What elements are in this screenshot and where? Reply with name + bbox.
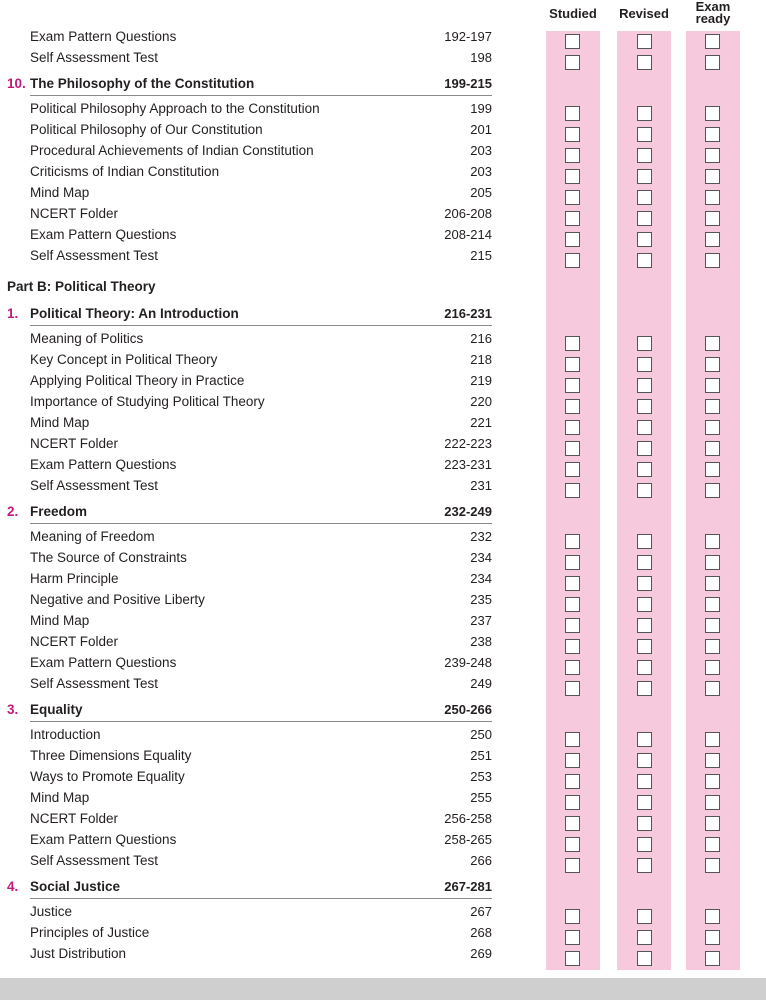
revised-checkbox[interactable] [637, 34, 652, 49]
chapter-title: Political Theory: An Introduction [30, 306, 239, 321]
topic-title: NCERT Folder [30, 634, 119, 649]
topic-title: Ways to Promote Equality [30, 769, 185, 784]
exam-ready-checkbox[interactable] [705, 681, 720, 696]
exam-ready-checkbox[interactable] [705, 483, 720, 498]
revised-checkbox[interactable] [637, 211, 652, 226]
page-range: 258-265 [444, 832, 492, 847]
exam-ready-checkbox[interactable] [705, 34, 720, 49]
studied-checkbox[interactable] [565, 420, 580, 435]
topic-title: Introduction [30, 727, 101, 742]
exam-ready-checkbox[interactable] [705, 909, 720, 924]
exam-ready-checkbox[interactable] [705, 169, 720, 184]
exam-ready-checkbox[interactable] [705, 441, 720, 456]
topic-title: Exam Pattern Questions [30, 29, 177, 44]
revised-checkbox[interactable] [637, 378, 652, 393]
exam-ready-checkbox[interactable] [705, 555, 720, 570]
studied-checkbox[interactable] [565, 253, 580, 268]
studied-checkbox[interactable] [565, 357, 580, 372]
exam-ready-checkbox[interactable] [705, 576, 720, 591]
studied-checkbox[interactable] [565, 858, 580, 873]
studied-checkbox[interactable] [565, 462, 580, 477]
chapter-number: 2. [7, 504, 19, 519]
revised-checkbox[interactable] [637, 55, 652, 70]
page-range: 253 [470, 769, 492, 784]
revised-checkbox[interactable] [637, 253, 652, 268]
page-range: 255 [470, 790, 492, 805]
studied-checkbox[interactable] [565, 55, 580, 70]
exam-ready-checkbox[interactable] [705, 336, 720, 351]
studied-checkbox[interactable] [565, 732, 580, 747]
topic-title: Just Distribution [30, 946, 127, 961]
exam-ready-checkbox[interactable] [705, 378, 720, 393]
exam-ready-checkbox[interactable] [705, 211, 720, 226]
page-range: 249 [470, 676, 492, 691]
page-range: 205 [470, 185, 492, 200]
page-range: 234 [470, 571, 492, 586]
exam-ready-checkbox[interactable] [705, 253, 720, 268]
chapter-title: Freedom [30, 504, 88, 519]
exam-ready-checkbox[interactable] [705, 399, 720, 414]
exam-ready-checkbox[interactable] [705, 534, 720, 549]
revised-checkbox[interactable] [637, 732, 652, 747]
studied-checkbox[interactable] [565, 774, 580, 789]
page-range: 239-248 [444, 655, 492, 670]
exam-ready-checkbox[interactable] [705, 148, 720, 163]
revised-checkbox[interactable] [637, 597, 652, 612]
revised-checkbox[interactable] [637, 909, 652, 924]
studied-checkbox[interactable] [565, 951, 580, 966]
page-range: 232 [470, 529, 492, 544]
topic-title: Self Assessment Test [30, 676, 159, 691]
page-range: 219 [470, 373, 492, 388]
revised-checkbox[interactable] [637, 816, 652, 831]
page-range: 268 [470, 925, 492, 940]
topic-title: Procedural Achievements of Indian Constitution [30, 143, 314, 158]
topic-title: NCERT Folder [30, 436, 119, 451]
topic-title: Negative and Positive Liberty [30, 592, 205, 607]
exam-ready-checkbox[interactable] [705, 420, 720, 435]
studied-checkbox[interactable] [565, 148, 580, 163]
chapter-number: 3. [7, 702, 19, 717]
topic-title: Mind Map [30, 613, 90, 628]
page-range: 235 [470, 592, 492, 607]
revised-checkbox[interactable] [637, 357, 652, 372]
exam-ready-checkbox[interactable] [705, 618, 720, 633]
page-range: 215 [470, 248, 492, 263]
revised-checkbox[interactable] [637, 169, 652, 184]
exam-ready-checkbox[interactable] [705, 732, 720, 747]
topic-title: Mind Map [30, 790, 90, 805]
revised-checkbox[interactable] [637, 858, 652, 873]
page-range: 206-208 [444, 206, 492, 221]
topic-title: Exam Pattern Questions [30, 655, 177, 670]
topic-title: Key Concept in Political Theory [30, 352, 218, 367]
topic-title: Self Assessment Test [30, 478, 159, 493]
studied-checkbox[interactable] [565, 127, 580, 142]
page-range: 222-223 [444, 436, 492, 451]
page-range: 208-214 [444, 227, 492, 242]
exam-ready-checkbox[interactable] [705, 639, 720, 654]
studied-checkbox[interactable] [565, 190, 580, 205]
revised-checkbox[interactable] [637, 660, 652, 675]
revised-checkbox[interactable] [637, 462, 652, 477]
exam-ready-checkbox[interactable] [705, 127, 720, 142]
revised-checkbox[interactable] [637, 534, 652, 549]
studied-checkbox[interactable] [565, 441, 580, 456]
part-title: Part B: Political Theory [7, 279, 156, 294]
topic-title: Three Dimensions Equality [30, 748, 192, 763]
page-range: 216-231 [444, 306, 492, 321]
topic-title: Political Philosophy of Our Constitution [30, 122, 263, 137]
revised-checkbox[interactable] [637, 148, 652, 163]
exam-ready-checkbox[interactable] [705, 462, 720, 477]
revised-checkbox[interactable] [637, 336, 652, 351]
topic-title: Exam Pattern Questions [30, 227, 177, 242]
studied-checkbox[interactable] [565, 795, 580, 810]
page-range: 203 [470, 143, 492, 158]
studied-checkbox[interactable] [565, 930, 580, 945]
exam-ready-checkbox[interactable] [705, 106, 720, 121]
topic-title: Mind Map [30, 185, 90, 200]
studied-checkbox[interactable] [565, 837, 580, 852]
studied-checkbox[interactable] [565, 399, 580, 414]
revised-checkbox[interactable] [637, 555, 652, 570]
page-range: 238 [470, 634, 492, 649]
studied-checkbox[interactable] [565, 483, 580, 498]
revised-checkbox[interactable] [637, 681, 652, 696]
page-range: 234 [470, 550, 492, 565]
revised-checkbox[interactable] [637, 774, 652, 789]
revised-checkbox[interactable] [637, 753, 652, 768]
exam-ready-checkbox[interactable] [705, 951, 720, 966]
chapter-title: Social Justice [30, 879, 121, 894]
exam-ready-checkbox[interactable] [705, 597, 720, 612]
topic-title: Principles of Justice [30, 925, 150, 940]
topic-title: Self Assessment Test [30, 50, 159, 65]
studied-checkbox[interactable] [565, 816, 580, 831]
studied-checkbox[interactable] [565, 378, 580, 393]
revised-checkbox[interactable] [637, 420, 652, 435]
studied-checkbox[interactable] [565, 211, 580, 226]
page-range: 223-231 [444, 457, 492, 472]
exam-ready-checkbox[interactable] [705, 357, 720, 372]
chapter-number: 4. [7, 879, 19, 894]
exam-ready-checkbox[interactable] [705, 930, 720, 945]
topic-title: Meaning of Freedom [30, 529, 155, 544]
exam-ready-checkbox[interactable] [705, 858, 720, 873]
studied-header: Studied [549, 6, 597, 21]
page-range: 237 [470, 613, 492, 628]
chapter-number: 10. [7, 76, 26, 91]
revised-header: Revised [619, 6, 669, 21]
studied-checkbox[interactable] [565, 909, 580, 924]
page-range: 216 [470, 331, 492, 346]
page-range: 201 [470, 122, 492, 137]
page-range: 199 [470, 101, 492, 116]
topic-title: Political Philosophy Approach to the Constitution [30, 101, 320, 116]
exam-ready-checkbox[interactable] [705, 660, 720, 675]
topic-title: Criticisms of Indian Constitution [30, 164, 220, 179]
studied-checkbox[interactable] [565, 681, 580, 696]
page-range: 256-258 [444, 811, 492, 826]
page-range: 250-266 [444, 702, 492, 717]
page-range: 250 [470, 727, 492, 742]
studied-checkbox[interactable] [565, 232, 580, 247]
topic-title: Mind Map [30, 415, 90, 430]
revised-checkbox[interactable] [637, 127, 652, 142]
topic-title: Harm Principle [30, 571, 119, 586]
exam-ready-checkbox[interactable] [705, 774, 720, 789]
studied-checkbox[interactable] [565, 753, 580, 768]
exam-ready-checkbox[interactable] [705, 795, 720, 810]
page-range: 203 [470, 164, 492, 179]
page-range: 220 [470, 394, 492, 409]
exam-ready-checkbox[interactable] [705, 816, 720, 831]
studied-checkbox[interactable] [565, 597, 580, 612]
exam-ready-checkbox[interactable] [705, 55, 720, 70]
topic-title: NCERT Folder [30, 811, 119, 826]
studied-checkbox[interactable] [565, 555, 580, 570]
page-range: 267 [470, 904, 492, 919]
studied-checkbox[interactable] [565, 336, 580, 351]
revised-checkbox[interactable] [637, 483, 652, 498]
chapter-title: The Philosophy of the Constitution [30, 76, 255, 91]
revised-checkbox[interactable] [637, 837, 652, 852]
revised-checkbox[interactable] [637, 399, 652, 414]
page-range: 232-249 [444, 504, 492, 519]
topic-title: Applying Political Theory in Practice [30, 373, 245, 388]
page-range: 266 [470, 853, 492, 868]
studied-checkbox[interactable] [565, 618, 580, 633]
topic-title: The Source of Constraints [30, 550, 187, 565]
topic-title: Self Assessment Test [30, 853, 159, 868]
revised-checkbox[interactable] [637, 232, 652, 247]
chapter-number: 1. [7, 306, 19, 321]
revised-checkbox[interactable] [637, 106, 652, 121]
revised-checkbox[interactable] [637, 930, 652, 945]
exam-ready-header-line2: ready [695, 11, 731, 26]
revised-checkbox[interactable] [637, 190, 652, 205]
revised-checkbox[interactable] [637, 576, 652, 591]
studied-checkbox[interactable] [565, 169, 580, 184]
revised-checkbox[interactable] [637, 618, 652, 633]
studied-checkbox[interactable] [565, 534, 580, 549]
topic-title: NCERT Folder [30, 206, 119, 221]
exam-ready-checkbox[interactable] [705, 837, 720, 852]
topic-title: Importance of Studying Political Theory [30, 394, 265, 409]
page-range: 231 [470, 478, 492, 493]
revised-checkbox[interactable] [637, 951, 652, 966]
topic-title: Exam Pattern Questions [30, 457, 177, 472]
exam-ready-checkbox[interactable] [705, 190, 720, 205]
chapter-title: Equality [30, 702, 83, 717]
revised-checkbox[interactable] [637, 795, 652, 810]
topic-title: Meaning of Politics [30, 331, 144, 346]
exam-ready-checkbox[interactable] [705, 232, 720, 247]
footer-bar [0, 978, 766, 1000]
revised-checkbox[interactable] [637, 441, 652, 456]
page-range: 192-197 [444, 29, 492, 44]
studied-checkbox[interactable] [565, 660, 580, 675]
page-range: 267-281 [444, 879, 492, 894]
topic-title: Self Assessment Test [30, 248, 159, 263]
studied-checkbox[interactable] [565, 639, 580, 654]
page-range: 199-215 [444, 76, 492, 91]
page-range: 198 [470, 50, 492, 65]
topic-title: Exam Pattern Questions [30, 832, 177, 847]
page-range: 251 [470, 748, 492, 763]
studied-checkbox[interactable] [565, 34, 580, 49]
page-range: 269 [470, 946, 492, 961]
revised-checkbox[interactable] [637, 639, 652, 654]
page-range: 221 [470, 415, 492, 430]
studied-checkbox[interactable] [565, 576, 580, 591]
topic-title: Justice [30, 904, 73, 919]
exam-ready-header-line1: Exam [695, 0, 731, 14]
studied-checkbox[interactable] [565, 106, 580, 121]
page-range: 218 [470, 352, 492, 367]
exam-ready-checkbox[interactable] [705, 753, 720, 768]
